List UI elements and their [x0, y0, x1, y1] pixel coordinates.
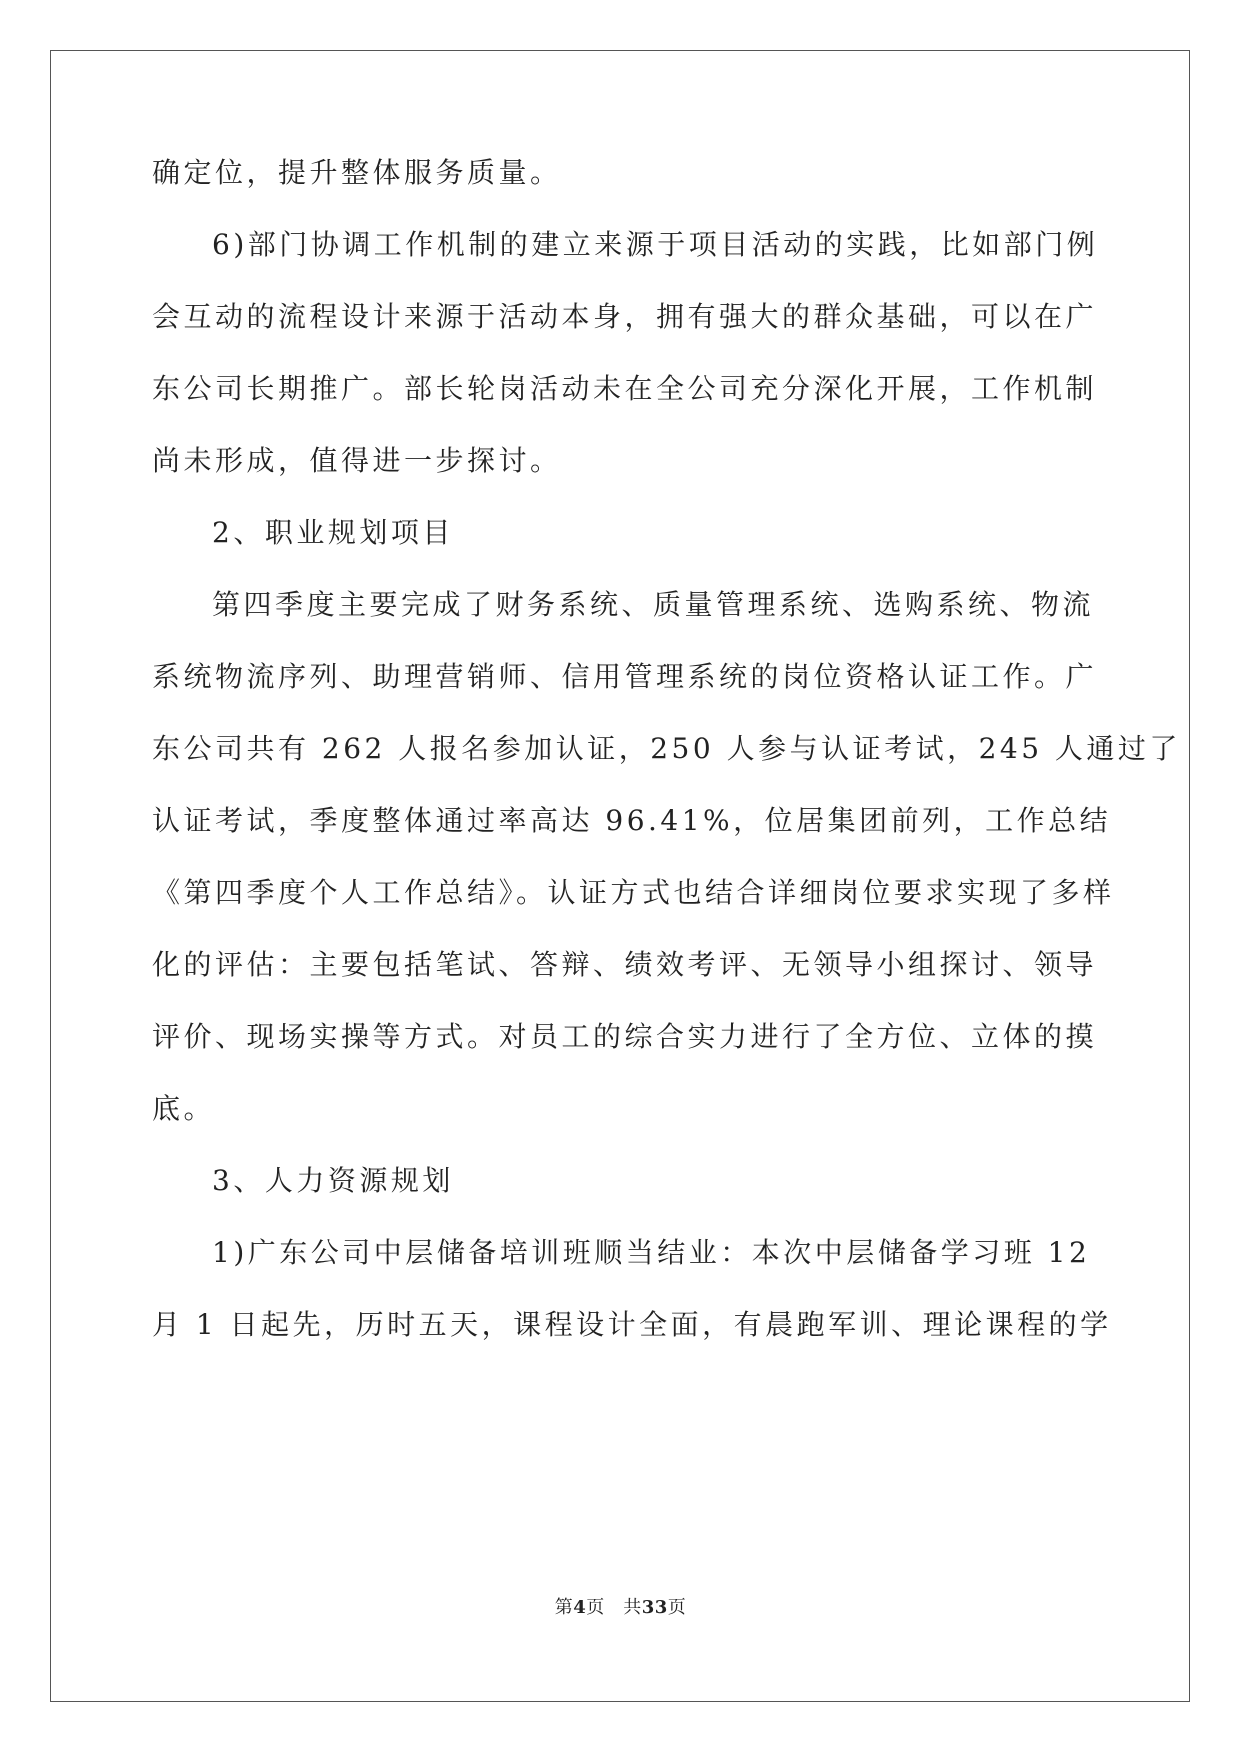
text-line: 尚未形成，值得进一步探讨。 — [152, 444, 562, 477]
text-line: 6)部门协调工作机制的建立来源于项目活动的实践，比如部门例 — [212, 228, 1099, 261]
text-line: 《第四季度个人工作总结》。认证方式也结合详细岗位要求实现了多样 — [152, 876, 1115, 909]
total-page-count: 33 — [641, 1597, 668, 1618]
footer-suffix: 页 — [667, 1597, 687, 1618]
page-footer — [0, 1596, 1241, 1620]
text-line: 底。 — [152, 1092, 216, 1125]
text-line: 1)广东公司中层储备培训班顺当结业：本次中层储备学习班 12 — [212, 1236, 1091, 1269]
text-line: 会互动的流程设计来源于活动本身，拥有强大的群众基础，可以在广 — [152, 300, 1098, 333]
section-heading: 3、人力资源规划 — [212, 1164, 454, 1197]
text-line: 化的评估：主要包括笔试、答辩、绩效考评、无领导小组探讨、领导 — [152, 948, 1098, 981]
text-line: 评价、现场实操等方式。对员工的综合实力进行了全方位、立体的摸 — [152, 1020, 1098, 1053]
text-line: 第四季度主要完成了财务系统、质量管理系统、选购系统、物流 — [212, 588, 1095, 621]
section-heading: 2、职业规划项目 — [212, 516, 454, 549]
text-line: 认证考试，季度整体通过率高达 96.41%，位居集团前列，工作总结 — [152, 804, 1112, 837]
text-line: 东公司长期推广。部长轮岗活动未在全公司充分深化开展，工作机制 — [152, 372, 1098, 405]
footer-prefix: 第 — [554, 1597, 574, 1618]
text-line: 系统物流序列、助理营销师、信用管理系统的岗位资格认证工作。广 — [152, 660, 1098, 693]
text-line: 东公司共有 262 人报名参加认证，250 人参与认证考试，245 人通过了 — [152, 732, 1181, 765]
text-line: 月 1 日起先，历时五天，课程设计全面，有晨跑军训、理论课程的学 — [152, 1308, 1112, 1341]
footer-mid: 页 共 — [586, 1597, 642, 1618]
current-page-number: 4 — [573, 1597, 587, 1618]
text-line: 确定位，提升整体服务质量。 — [152, 156, 562, 189]
